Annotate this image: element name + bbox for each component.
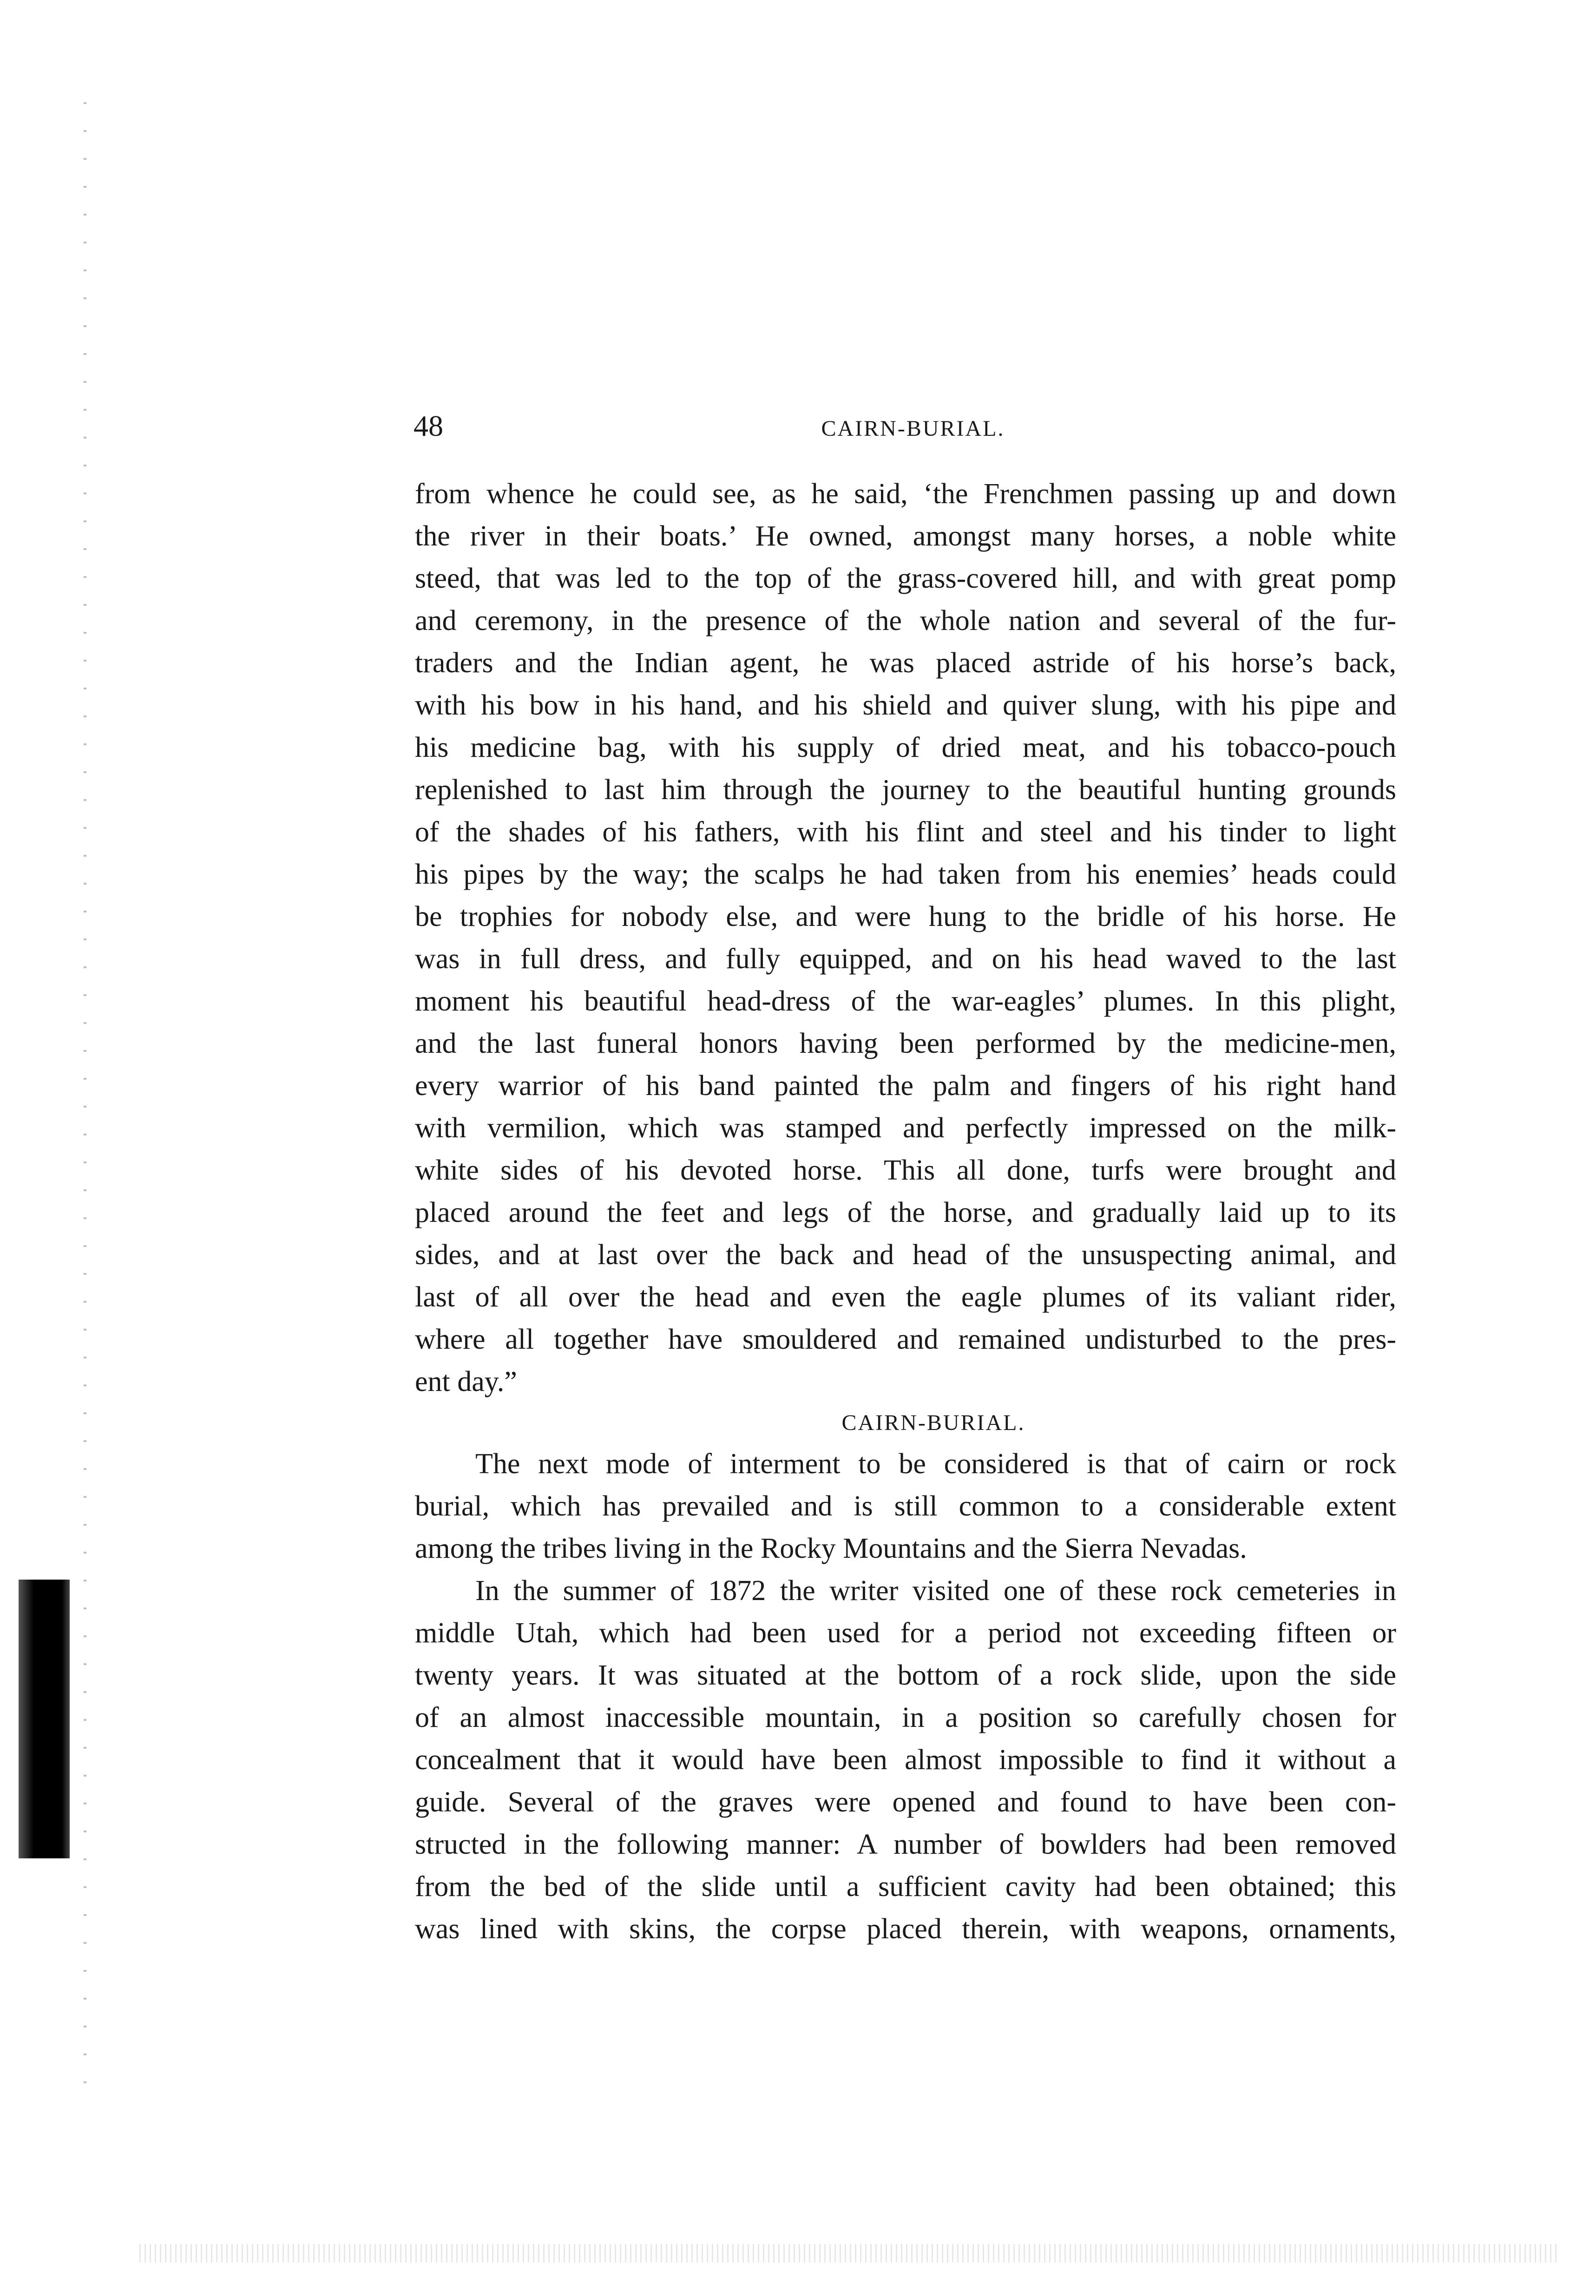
scan-bottom-noise [139,2244,1557,2263]
text-line: twenty years. It was situated at the bottom of a rock slide, upon the side [415,1660,1396,1691]
quoted-paragraph [415,473,1396,1403]
text-line: his pipes by the way; the scalps he had taken from his enemies’ heads could [415,859,1396,890]
text-line: placed around the feet and legs of the horse, and gradually laid up to its [415,1197,1396,1228]
text-line: with vermilion, which was stamped and perfectly impressed on the milk- [415,1112,1396,1144]
text-line: be trophies for nobody else, and were hung to the bridle of his horse. He [415,901,1396,932]
text-line: traders and the Indian agent, he was placed astride of his horse’s back, [415,647,1396,679]
text-line: In the summer of 1872 the writer visited one of these rock cemeteries in [475,1575,1396,1607]
text-line: was lined with skins, the corpse placed therein, with weapons, ornaments, [415,1913,1396,1945]
running-head: CAIRN-BURIAL. [821,416,1005,441]
text-line: replenished to last him through the journey to the beautiful hunting grounds [415,774,1396,806]
body-text [415,473,1396,1950]
text-line: every warrior of his band painted the palm and fingers of his right hand [415,1070,1396,1102]
page-number: 48 [414,409,443,442]
page-header [414,405,1394,447]
text-line: of an almost inaccessible mountain, in a position so carefully chosen for [415,1702,1396,1733]
text-line: was in full dress, and fully equipped, and on his head waved to the last [415,943,1396,975]
text-line: ent day.” [415,1366,517,1397]
section-heading: CAIRN-BURIAL. [841,1410,1025,1435]
text-line: among the tribes living in the Rocky Mountains and the Sierra Nevadas. [415,1533,1247,1564]
text-line: concealment that it would have been almost impossible to find it without a [415,1744,1396,1776]
text-line: and ceremony, in the presence of the whole nation and several of the fur- [415,605,1396,636]
text-line: burial, which has prevailed and is still common to a considerable extent [415,1490,1396,1522]
text-line: and the last funeral honors having been performed by the medicine-men, [415,1028,1396,1059]
text-line: where all together have smouldered and remained undisturbed to the pres- [415,1324,1396,1355]
text-line: guide. Several of the graves were opened and found to have been con- [415,1786,1396,1818]
text-line: white sides of his devoted horse. This all done, turfs were brought and [415,1155,1396,1186]
paragraph-utah-visit [415,1570,1396,1950]
text-line: The next mode of interment to be considered is that of cairn or rock [475,1448,1396,1480]
text-line: his medicine bag, with his supply of dried meat, and his tobacco-pouch [415,732,1396,763]
text-line: from the bed of the slide until a sufficient cavity had been obtained; this [415,1871,1396,1902]
text-line: sides, and at last over the back and head of the unsuspecting animal, and [415,1239,1396,1271]
paragraph-cairn-intro [415,1443,1396,1570]
text-line: structed in the following manner: A number of bowlders had been removed [415,1829,1396,1860]
text-line: with his bow in his hand, and his shield and quiver slung, with his pipe and [415,689,1396,721]
text-line: moment his beautiful head-dress of the war-eagles’ plumes. In this plight, [415,985,1396,1017]
text-line: of the shades of his fathers, with his flint and steel and his tinder to light [415,816,1396,848]
text-line: the river in their boats.’ He owned, amongst many horses, a noble white [415,520,1396,552]
text-line: middle Utah, which had been used for a period not exceeding fifteen or [415,1617,1396,1649]
text-line: last of all over the head and even the eagle plumes of its valiant rider, [415,1281,1396,1313]
text-line: steed, that was led to the top of the grass-covered hill, and with great pomp [415,563,1396,594]
scan-margin-specks [84,102,86,2100]
scan-edge-shadow [19,1580,70,1858]
text-line: from whence he could see, as he said, ‘the Frenchmen passing up and down [415,478,1396,510]
